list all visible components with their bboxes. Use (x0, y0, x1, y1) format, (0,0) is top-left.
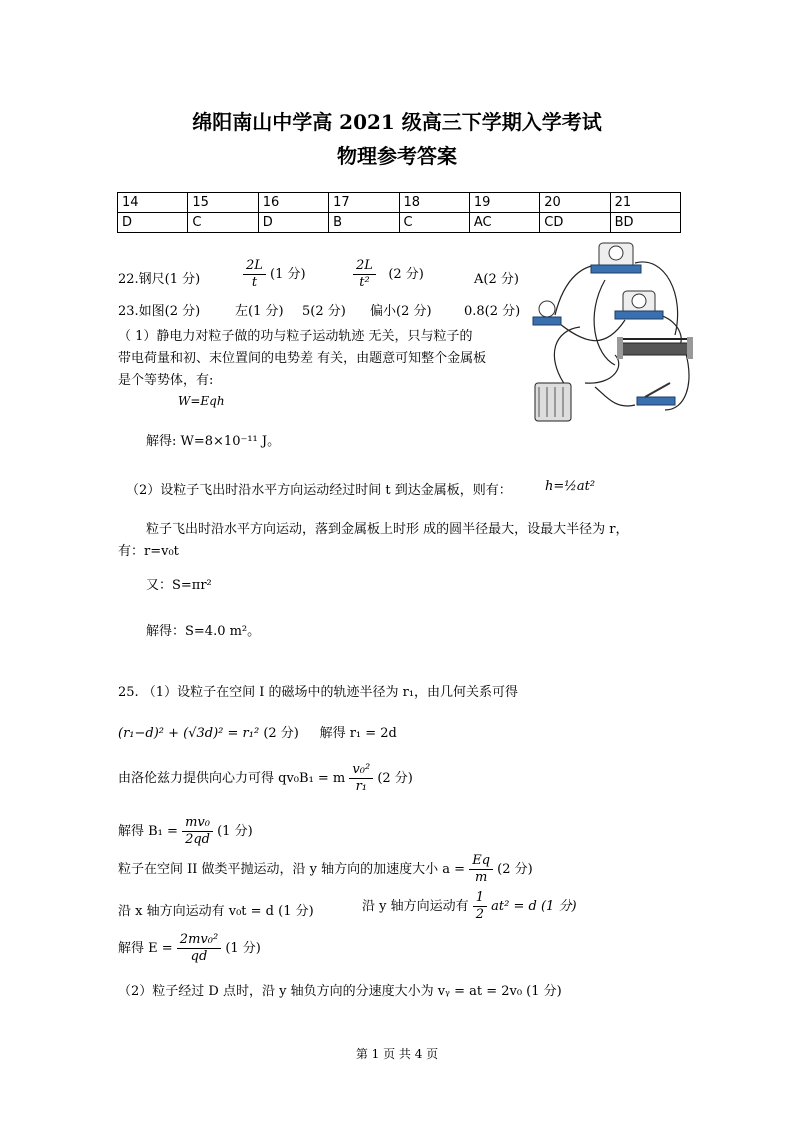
q24-p3-line1: 粒子飞出时沿水平方向运动，落到金属板上时形 成的圆半径最大，设最大半径为 r， (146, 522, 629, 537)
table-cell: BD (610, 213, 680, 233)
numerator: 2mv₀² (177, 932, 221, 949)
table-cell: D (258, 213, 328, 233)
score: (2 分) (377, 771, 413, 786)
q23-a: 23.如图(2 分) (118, 304, 201, 319)
fraction (177, 932, 221, 965)
denominator: t² (359, 275, 370, 290)
battery-icon (535, 383, 571, 421)
table-cell: C (399, 213, 469, 233)
q24-sol1: 解得: W=8×10⁻¹¹ J。 (146, 434, 281, 449)
text: 沿 y 轴方向运动有 (362, 899, 469, 914)
numerator: 1 (473, 890, 487, 907)
fraction (243, 258, 266, 291)
table-cell: 14 (118, 193, 188, 213)
q24-p3-line3: 又：S=πr² (146, 578, 212, 593)
q24-p1-line2: 带电荷量和初、末位置间的电势差 有关，由题意可知整个金属板 (118, 351, 487, 366)
solution: 解得 r₁ = 2d (319, 726, 397, 741)
bulb-icon (533, 301, 561, 325)
q25-line1: 25. （1）设粒子在空间 I 的磁场中的轨迹半径为 r₁，由几何关系可得 (118, 685, 519, 700)
q25-line7 (118, 932, 261, 965)
voltmeter-icon (615, 291, 663, 319)
q23-e: 0.8(2 分) (464, 304, 521, 319)
q25-line8: （2）粒子经过 D 点时，沿 y 轴负方向的分速度大小为 vᵧ = at = 2v₀ (1 分) (118, 984, 562, 999)
table-cell: AC (469, 213, 539, 233)
equation: (r₁−d)² + (√3d)² = r₁² (118, 726, 260, 741)
numerator: 2L (243, 258, 266, 275)
q25-line6b (362, 890, 577, 923)
score: (2 分) (263, 726, 299, 741)
numerator: 2L (353, 258, 376, 275)
q24-p2-eq: h=½at² (545, 479, 596, 494)
denominator: m (474, 870, 488, 885)
fraction (349, 762, 373, 795)
table-cell: 18 (399, 193, 469, 213)
numerator: v₀² (349, 762, 373, 779)
q22-a: 22.钢尺(1 分) (118, 272, 201, 287)
q24-eq1: W=Eqh (178, 394, 225, 408)
text: 解得 E = (118, 941, 173, 956)
text: 由洛伦兹力提供向心力可得 qv₀B₁ = m (118, 771, 346, 786)
numerator: mv₀ (182, 815, 213, 832)
ammeter-icon (591, 243, 641, 273)
score: (1 分) (217, 824, 253, 839)
table-cell: C (188, 213, 258, 233)
score: (2 分) (388, 267, 424, 282)
q25-line2 (118, 722, 397, 741)
q24-p1-line3: 是个等势体，有: (118, 373, 214, 388)
switch-icon (637, 383, 675, 405)
denominator: 2 (475, 907, 485, 922)
q23-b: 左(1 分) (235, 304, 284, 319)
q25-line3 (118, 762, 413, 795)
text: 解得 B₁ = (118, 824, 178, 839)
q25-line6a: 沿 x 轴方向运动有 v₀t = d (1 分) (118, 904, 314, 919)
title-line1: 绵阳南山中学高 2021 级高三下学期入学考试 (192, 110, 602, 134)
q22-d: A(2 分) (474, 272, 519, 287)
q25-line5 (118, 853, 533, 886)
text: 粒子在空间 II 做类平抛运动，沿 y 轴方向的加速度大小 a = (118, 862, 466, 877)
title-line2: 物理参考答案 (337, 144, 457, 168)
table-row-numbers (118, 193, 681, 213)
table-cell: D (118, 213, 188, 233)
page-footer: 第 1 页 共 4 页 (355, 1047, 439, 1061)
table-cell: 19 (469, 193, 539, 213)
denominator: 2qd (185, 832, 210, 847)
q24-p1-line1: （ 1）静电力对粒子做的功与粒子运动轨迹 无关，只与粒子的 (118, 329, 473, 344)
score: (1 分) (270, 267, 306, 282)
fraction (353, 258, 376, 291)
table-cell: 21 (610, 193, 680, 213)
answer-table (117, 192, 681, 233)
q22-b (243, 258, 306, 291)
denominator: r₁ (355, 779, 368, 794)
table-cell: 20 (540, 193, 610, 213)
fraction (182, 815, 213, 848)
q22-c (353, 258, 424, 291)
q23-d: 偏小(2 分) (370, 304, 432, 319)
table-cell: 16 (258, 193, 328, 213)
q23-c: 5(2 分) (302, 304, 346, 319)
score: (2 分) (497, 862, 533, 877)
q24-p3-line2: 有：r=v₀t (118, 544, 179, 559)
numerator: Eq (469, 853, 493, 870)
q24-p2: （2）设粒子飞出时沿水平方向运动经过时间 t 到达金属板，则有： (126, 483, 512, 498)
circuit-diagram (525, 235, 695, 425)
text: at² = d (1 分) (491, 899, 577, 914)
table-row-answers (118, 213, 681, 233)
denominator: t (251, 275, 258, 290)
q24-sol2: 解得：S=4.0 m²。 (146, 624, 261, 639)
denominator: qd (190, 949, 208, 964)
fraction (469, 853, 493, 886)
score: (1 分) (225, 941, 261, 956)
table-cell: 15 (188, 193, 258, 213)
fraction (473, 890, 487, 923)
table-cell: CD (540, 213, 610, 233)
table-cell: B (329, 213, 399, 233)
q25-line4 (118, 815, 253, 848)
table-cell: 17 (329, 193, 399, 213)
